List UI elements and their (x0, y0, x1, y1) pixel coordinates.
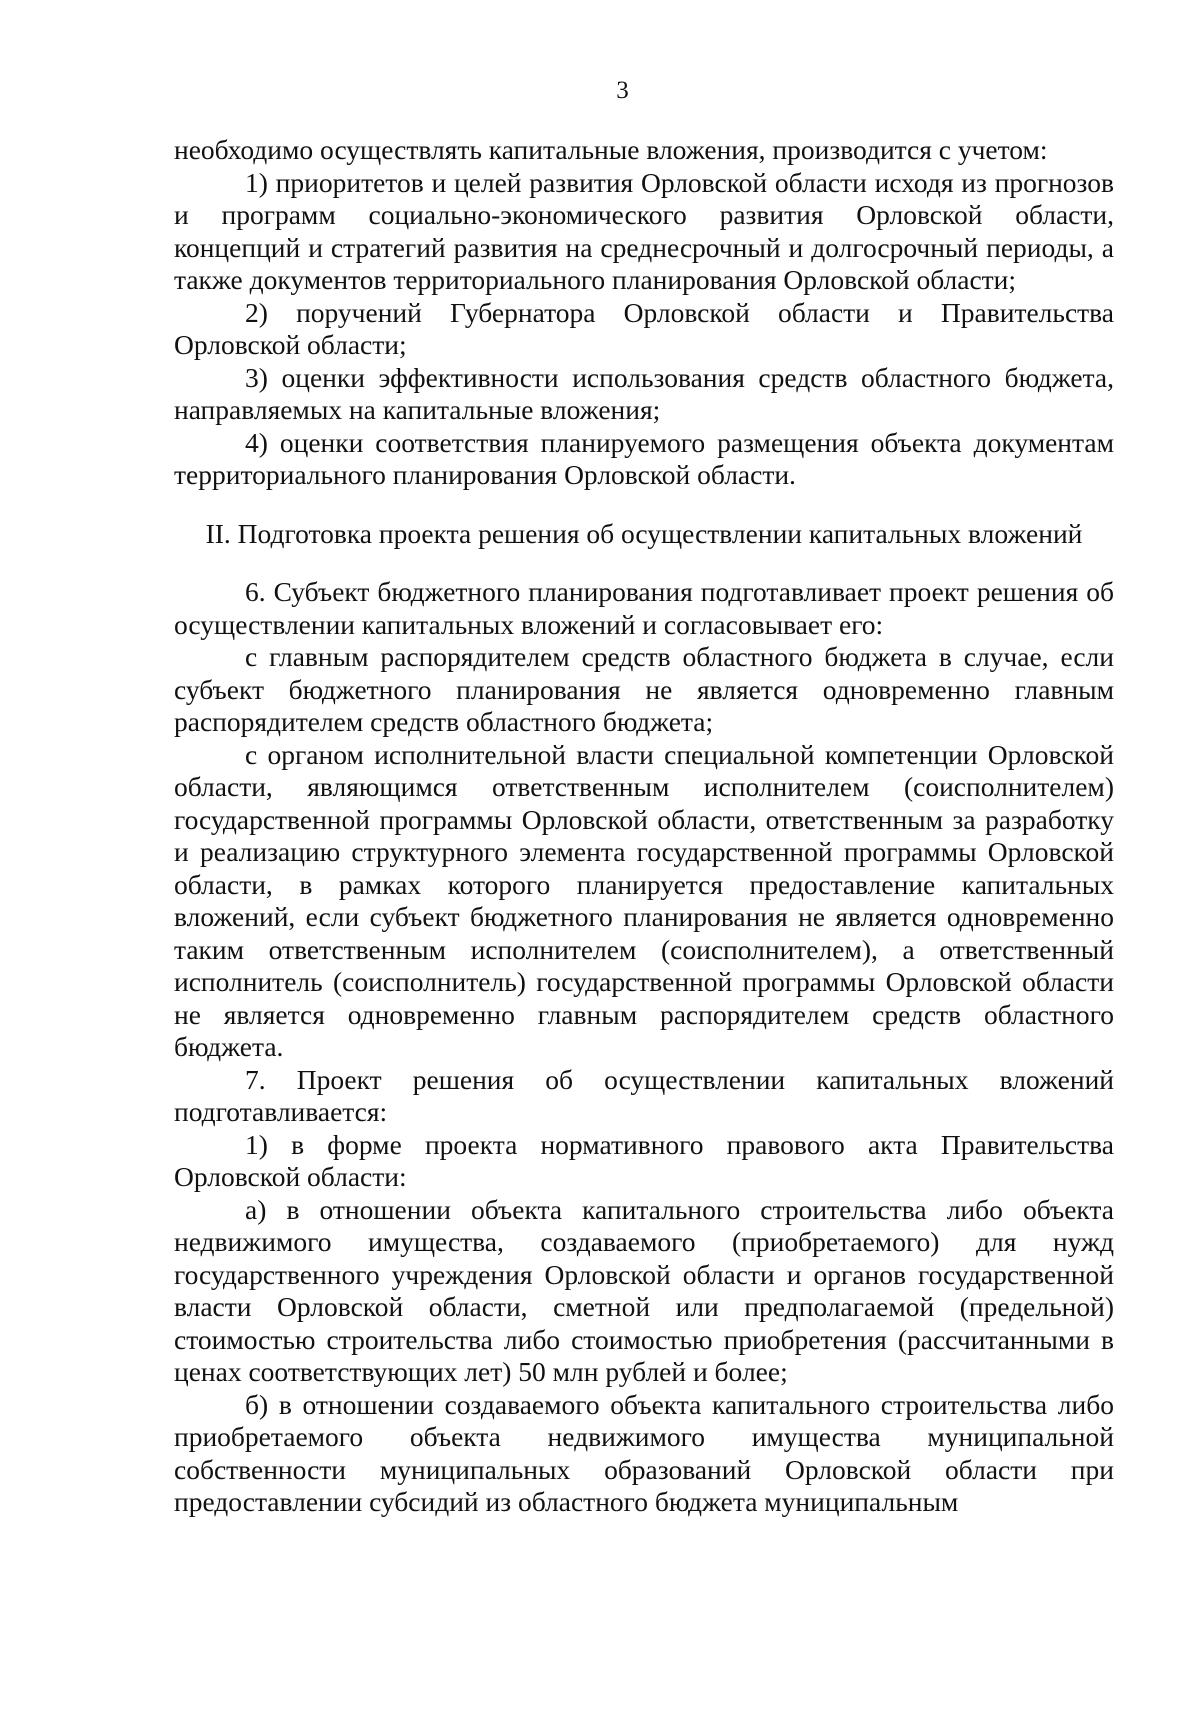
clause-7: 7. Проект решения об осуществлении капитальных вложений подготавливается: (174, 1063, 1114, 1127)
paragraph-continuation: необходимо осуществлять капитальные вложения, производится с учетом: (174, 134, 1048, 165)
document-body (174, 134, 1114, 1519)
clause-6-item-executive-authority: с органом исполнительной власти специальной компетенции Орловской области, являющимся ответственным исполнителем (соисполнителем) государственной программы Орловской области, ответственным за разработку и реализацию структурного элемента государственной программы Орловской области, в рамках которого планируется предоставление капитальных вложений, если субъект бюджетного планирования не является одновременно таким ответственным исполнителем (соисполнителем), а ответственный исполнитель (соисполнитель) государственной программы Орловской области не является одновременно главным распорядителем средств областного бюджета. (174, 738, 1114, 1062)
section-heading: II. Подготовка проекта решения об осуществлении капитальных вложений (205, 517, 1083, 549)
page-number: 3 (616, 77, 629, 104)
list-item-3: 3) оценки эффективности использования средств областного бюджета, направляемых на капитальные вложения; (174, 361, 1114, 425)
clause-6-item-main-administrator: с главным распорядителем средств областного бюджета в случае, если субъект бюджетного планирования не является одновременно главным распорядителем средств областного бюджета; (174, 641, 1114, 737)
clause-6: 6. Субъект бюджетного планирования подготавливает проект решения об осуществлении капитальных вложений и согласовывает его: (174, 576, 1114, 640)
list-item-2: 2) поручений Губернатора Орловской области и Правительства Орловской области; (174, 296, 1114, 360)
list-item-4: 4) оценки соответствия планируемого размещения объекта документам территориального планирования Орловской области. (174, 426, 1114, 490)
clause-7-item-a: а) в отношении объекта капитального строительства либо объекта недвижимого имущества, создаваемого (приобретаемого) для нужд государственного учреждения Орловской области и органов государственной власти Орловской области, сметной или предполагаемой (предельной) стоимостью строительства либо стоимостью приобретения (рассчитанными в ценах соответствующих лет) 50 млн рублей и более; (174, 1193, 1114, 1387)
clause-7-item-b: б) в отношении создаваемого объекта капитального строительства либо приобретаемого объекта недвижимого имущества муниципальной собственности муниципальных образований Орловской области при предоставлении субсидий из областного бюджета муниципальным (174, 1388, 1114, 1517)
clause-7-item-1: 1) в форме проекта нормативного правового акта Правительства Орловской области: (174, 1128, 1114, 1192)
list-item-1: 1) приоритетов и целей развития Орловской области исходя из прогнозов и программ социально-экономического развития Орловской области, концепций и стратегий развития на среднесрочный и долгосрочный периоды, а также документов территориального планирования Орловской области; (174, 166, 1114, 295)
